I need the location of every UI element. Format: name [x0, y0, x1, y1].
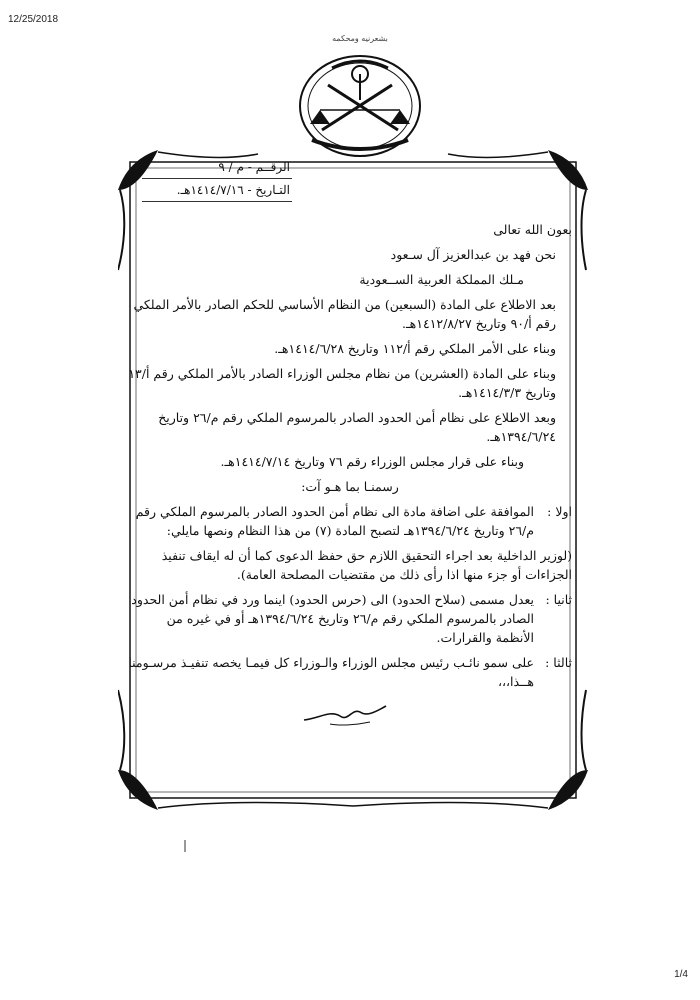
- preamble-4: وبعد الاطلاع على نظام أمن الحدود الصادر بالمرسوم الملكي رقم م/٢٦ وتاريخ ١٣٩٤/٦/٢٤هـ.: [158, 410, 556, 444]
- article-first-label: اولا :: [547, 504, 572, 519]
- article-second-label: ثانيا :: [545, 592, 572, 607]
- issuer-title: مـلك المملكة العربية الســعودية: [359, 272, 524, 287]
- handwritten-signature: [300, 700, 390, 730]
- preamble-2: وبناء على الأمر الملكي رقم أ/١١٢ وتاريخ ١٤١٤/٦/٢٨هـ.: [274, 341, 556, 356]
- article-third-label: ثالثا :: [545, 655, 572, 670]
- court-emblem-seal: [292, 40, 428, 160]
- article-second: [128, 590, 572, 653]
- article-second-text: يعدل مسمى (سلاح الحدود) الى (حرس الحدود) اينما ورد في نظام أمن الحدود الصادر بالمرسوم الملكي رقم م/٢٦ وتاريخ ١٣٩٤/٦/٢٤هـ أو في غيره من الأنظمة والقرارات.: [131, 592, 534, 645]
- reference-date: التـاريخ - ١٤١٤/٧/١٦هـ.: [142, 179, 292, 202]
- print-date: 12/25/2018: [8, 14, 59, 25]
- article-first: [128, 502, 572, 546]
- decree-body: [128, 220, 572, 697]
- article-first-text: الموافقة على اضافة مادة الى نظام أمن الحدود الصادر بالمرسوم الملكي رقم م/٢٦ وتاريخ ١٣٩٤/٦/٢٤هـ لتصبح المادة (٧) من هذا النظام ونصها مايلي:: [135, 504, 534, 538]
- page-number: 1/4: [674, 969, 688, 980]
- article-third: [128, 653, 572, 697]
- reference-block: [142, 156, 292, 202]
- preamble-1: بعد الاطلاع على المادة (السبعين) من النظام الأساسي للحكم الصادر بالأمر الملكي رقم أ/٩٠ وتاريخ ١٤١٢/٨/٢٧هـ.: [133, 297, 556, 331]
- letterhead-caption: بشعرنيه ومحكمه: [332, 34, 388, 43]
- preamble-3: وبناء على المادة (العشرين) من نظام مجلس الوزراء الصادر بالأمر الملكي رقم أ/١٣ وتاريخ ١٤١٤/٣/٣هـ.: [128, 366, 556, 400]
- preamble-5: وبناء على قرار مجلس الوزراء رقم ٧٦ وتاريخ ١٤١٤/٧/١٤هـ.: [220, 454, 524, 469]
- reference-number: الرقــم - م / ٩: [142, 156, 292, 179]
- issuer-name: نحن فهد بن عبدالعزيز آل سـعود: [390, 247, 556, 262]
- decree-formula: رسمنـا بما هـو آت:: [301, 479, 399, 494]
- article-third-text: على سمو نائـب رئيس مجلس الوزراء والـوزراء كل فيمـا يخصه تنفيـذ مرسـومنا هــذا،،،: [128, 655, 534, 689]
- invocation: بعون الله تعالى: [493, 222, 572, 237]
- stray-ink-mark: [183, 840, 187, 852]
- article-first-quote: (لوزير الداخلية بعد اجراء التحقيق اللازم حق حفظ الدعوى كما أن له ايقاف تنفيذ الجزاءات أو جزء منها اذا رأى ذلك من مقتضيات المصلحة العامة).: [161, 548, 572, 582]
